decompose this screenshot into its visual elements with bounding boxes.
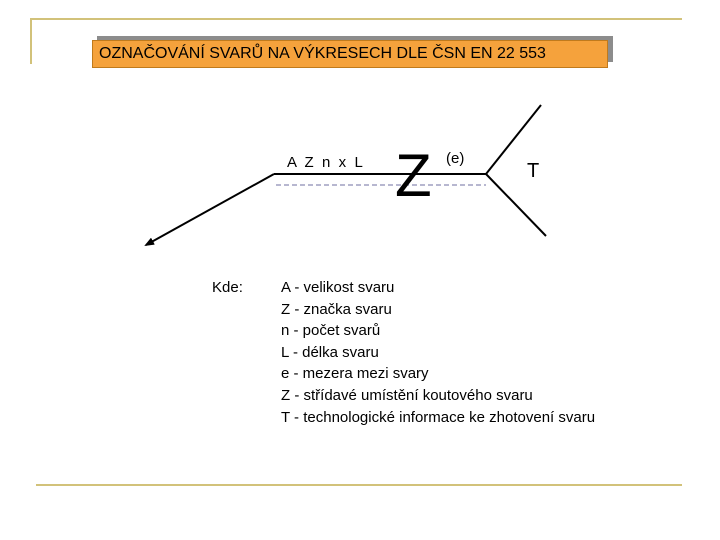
legend-heading: Kde:: [212, 279, 243, 296]
legend-item: Z - značka svaru: [281, 300, 392, 318]
e-label: (e): [446, 150, 465, 167]
reference-text: A Z n x L: [287, 154, 363, 171]
legend-item: e - mezera mezi svary: [281, 365, 429, 383]
legend-item: Z - střídavé umístění koutového svaru: [281, 386, 533, 404]
arrow-line: [146, 174, 274, 245]
legend-item: L - délka svaru: [281, 343, 379, 361]
tail-lower-line: [486, 174, 546, 236]
legend-list: [281, 277, 595, 428]
weld-symbol-z: Z: [395, 142, 432, 209]
legend-item: T - technologické informace ke zhotovení svaru: [281, 408, 596, 426]
slide-title: OZNAČOVÁNÍ SVARŮ NA VÝKRESECH DLE ČSN EN 22 553: [92, 40, 608, 68]
legend-item: n - počet svarů: [281, 322, 381, 340]
tail-label: T: [527, 160, 540, 182]
legend-item: A - velikost svaru: [281, 279, 395, 296]
